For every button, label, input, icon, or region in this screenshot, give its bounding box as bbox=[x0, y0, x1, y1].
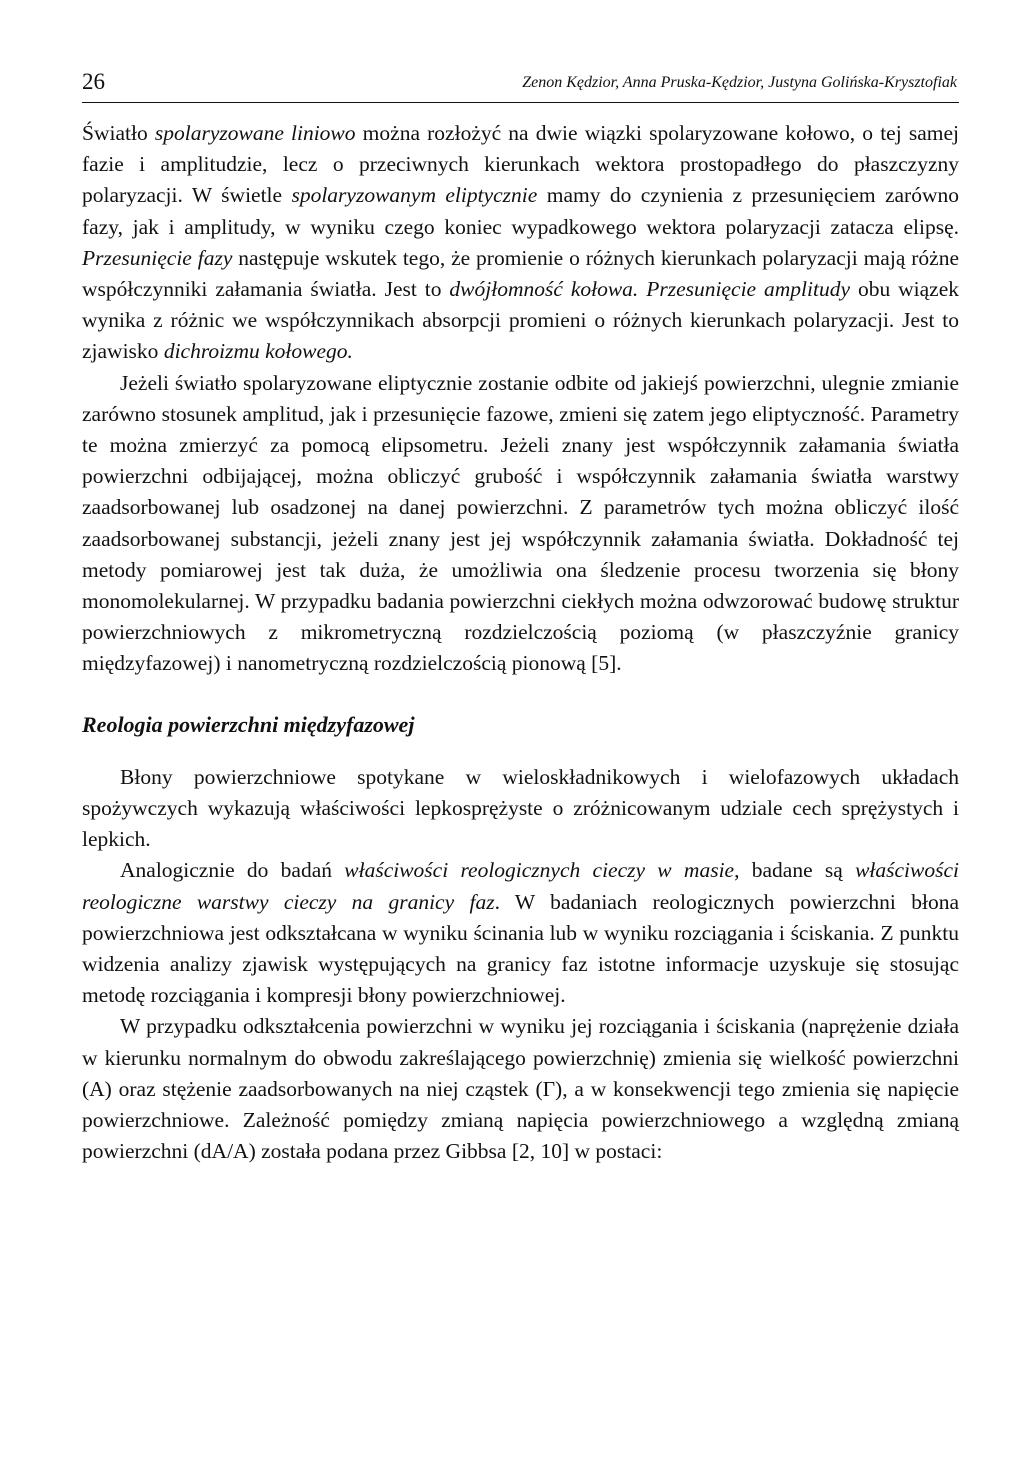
paragraph: Światło spolaryzowane liniowo można rozłożyć na dwie wiązki spolaryzowane kołowo, o tej samej fazie i amplitudzie, lecz o przeciwnych kierunkach wektora prostopadłego do płaszczyzny polaryzacji. W świetle spolaryzowanym eliptycznie mamy do czynienia z przesunięciem zarówno fazy, jak i amplitudy, w wyniku czego koniec wypadkowego wektora polaryzacji zatacza elipsę. Przesunięcie fazy następuje wskutek tego, że promienie o różnych kierunkach polaryzacji mają różne współczynniki załamania światła. Jest to dwójłomność kołowa. Przesunięcie amplitudy obu wiązek wynika z różnic we współczynnikach absorpcji promieni o różnych kierunkach polaryzacji. Jest to zjawisko dichroizmu kołowego. bbox=[82, 121, 960, 364]
body-text bbox=[82, 118, 959, 1168]
emphasized-term: właściwości reologiczne warstwy cieczy na granicy faz bbox=[82, 858, 959, 914]
running-head-authors: Zenon Kędzior, Anna Pruska-Kędzior, Justyna Golińska-Krysztofiak bbox=[522, 74, 957, 91]
page-number: 26 bbox=[82, 69, 105, 94]
paragraph: Błony powierzchniowe spotykane w wieloskładnikowych i wielofazowych układach spożywczych wykazują właściwości lepkosprężyste o zróżnicowanym udziale cech sprężystych i lepkich. bbox=[82, 764, 959, 852]
emphasized-term: właściwości reologicznych cieczy w masie bbox=[344, 858, 735, 883]
emphasized-term: dwójłomność kołowa. bbox=[449, 277, 639, 302]
emphasized-term: spolaryzowanym eliptycznie bbox=[291, 183, 538, 208]
emphasized-term: Przesunięcie amplitudy bbox=[646, 277, 851, 302]
paragraph: W przypadku odkształcenia powierzchni w wyniku jej rozciągania i ściskania (naprężenie działa w kierunku normalnym do obwodu zakreślającego powierzchnię) zmienia się wielkość powierzchni (A) oraz stężenie zaadsorbowanych na niej cząstek (Γ), a w konsekwencji tego zmienia się napięcie powierzchniowe. Zależność pomiędzy zmianą napięcia powierzchniowego a względną zmianą powierzchni (dA/A) została podana przez Gibbsa [2, 10] w postaci: bbox=[82, 1014, 959, 1164]
paragraph: Jeżeli światło spolaryzowane eliptycznie zostanie odbite od jakiejś powierzchni, ulegnie zmianie zarówno stosunek amplitud, jak i przesunięcie fazowe, zmieni się zatem jego eliptyczność. Parametry te można zmierzyć za pomocą elipsometru. Jeżeli znany jest współczynnik załamania światła powierzchni odbijającej, można obliczyć grubość i współczynnik załamania światła warstwy zaadsorbowanej lub osadzonej na danej powierzchni. Z parametrów tych można obliczyć ilość zaadsorbowanej substancji, jeżeli znany jest jej współczynnik załamania światła. Dokładność tej metody pomiarowej jest tak duża, że umożliwia ona śledzenie procesu tworzenia się błony monomolekularnej. W przypadku badania powierzchni ciekłych można odwzorować budowę struktur powierzchniowych z mikrometryczną rozdzielczością poziomą (w płaszczyźnie granicy międzyfazowej) i nanometryczną rozdzielczością pionową [5]. bbox=[82, 370, 959, 676]
section-heading: Reologia powierzchni międzyfazowej bbox=[82, 711, 415, 737]
emphasized-term: dichroizmu kołowego. bbox=[163, 339, 353, 364]
paragraph: Analogicznie do badań właściwości reologicznych cieczy w masie, badane są właściwości reologiczne warstwy cieczy na granicy faz. W badaniach reologicznych powierzchni błona powierzchniowa jest odkształcana w wyniku ścinania lub w wyniku rozciągania i ściskania. Z punktu widzenia analizy zjawisk występujących na granicy faz istotne informacje uzyskuje się stosując metodę rozciągania i kompresji błony powierzchniowej. bbox=[82, 858, 959, 1008]
emphasized-term: Przesunięcie fazy bbox=[82, 245, 233, 270]
page-header bbox=[82, 68, 959, 103]
emphasized-term: spolaryzowane liniowo bbox=[154, 121, 356, 145]
